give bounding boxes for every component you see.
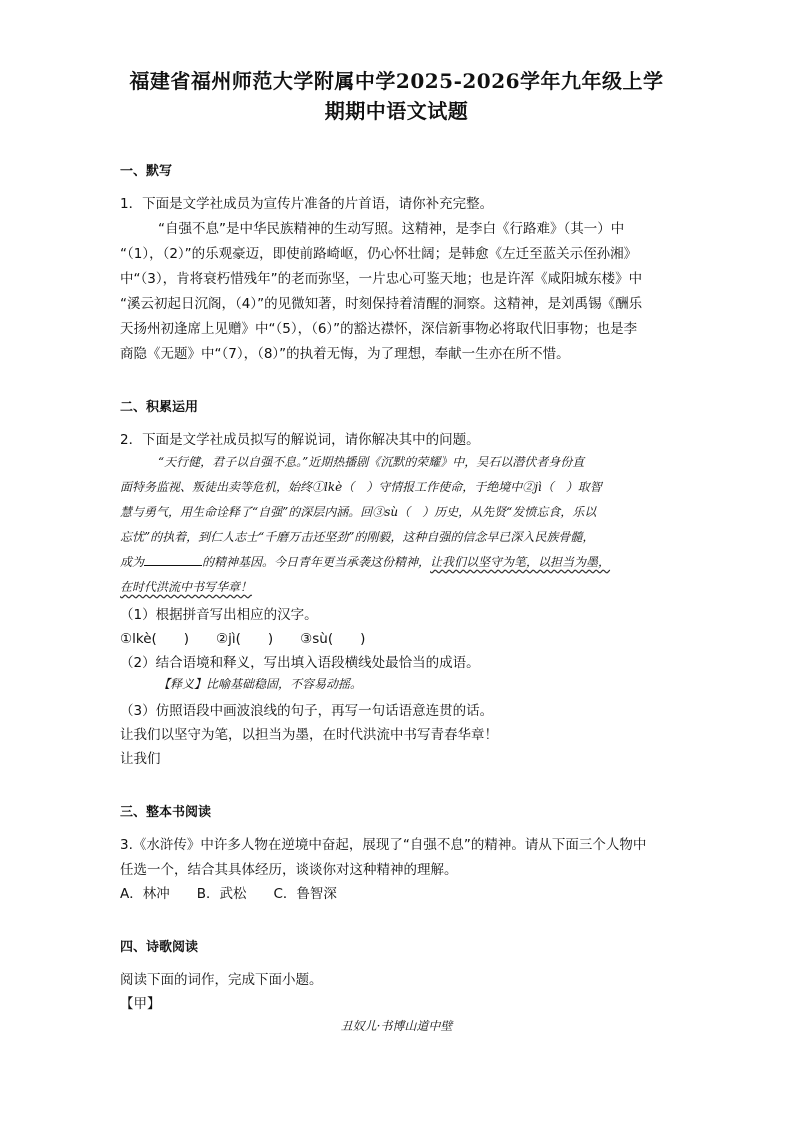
commentary-line [120, 553, 610, 570]
commentary-text: 成为 [120, 555, 145, 569]
question-3-line: 任选一个，结合其具体经历，谈谈你对这种精神的理解。 [120, 862, 458, 878]
title-line-2: 期期中语文试题 [324, 99, 469, 123]
title-line-1: 福建省福州师范大学附属中学2025-2026学年九年级上学 [129, 69, 664, 93]
question-2-prompt: 2．下面是文学社成员拟写的解说词，请你解决其中的问题。 [120, 432, 480, 448]
commentary-line: “天行健，君子以自强不息。”近期热播剧《沉默的荣耀》中，吴石以潜伏者身份直 [158, 455, 585, 469]
poem-label-jia: 【甲】 [120, 996, 161, 1012]
pinyin-answers: ①lkè( ) ②jì( ) ③sù( ) [120, 631, 366, 647]
poem-title: 丑奴儿·书博山道中壁 [340, 1019, 453, 1033]
definition-note: 【释义】比喻基础稳固，不容易动摇。 [158, 677, 363, 691]
section-1-heading: 一、默写 [120, 164, 173, 179]
q1-paragraph-line: 中“（3），肯将衰朽惜残年”的老而弥坚，一片忠心可鉴天地；也是许浑《咸阳城东楼》中 [120, 271, 643, 287]
sub-question-2: （2）结合语境和释义，写出填入语段横线处最恰当的成语。 [120, 655, 480, 671]
question-3-options: A．林冲 B．武松 C．鲁智深 [120, 886, 337, 902]
question-3-line: 3.《水浒传》中许多人物在逆境中奋起，展现了“自强不息”的精神。请从下面三个人物中 [120, 837, 647, 853]
section-2-heading: 二、积累运用 [120, 400, 199, 415]
q1-paragraph-line: “（1），（2）”的乐观豪迈，即使前路崎岖，仍心怀壮阔；是韩愈《左迁至蓝关示侄孙湘》 [120, 246, 638, 262]
q1-paragraph-line: “溪云初起日沉阁，（4）”的见微知著，时刻保持着清醒的洞察。这精神，是刘禹锡《酬乐 [120, 296, 643, 312]
question-1-prompt: 1．下面是文学社成员为宣传片准备的片首语，请你补充完整。 [120, 196, 494, 212]
commentary-text: 的精神基因。今日青年更当承袭这份精神， [202, 555, 431, 569]
idiom-blank[interactable] [144, 553, 202, 566]
commentary-line [120, 578, 252, 595]
section-4-heading: 四、诗歌阅读 [120, 940, 199, 955]
sub-question-1: （1）根据拼音写出相应的汉字。 [120, 607, 318, 623]
commentary-line: 面特务监视、叛徒出卖等危机，始终①lkè（ ）守情报工作使命，于绝境中②jì（ ）取智 [120, 480, 602, 494]
wavy-underlined-sentence: 在时代洪流中书写华章！ [120, 580, 253, 594]
q1-paragraph-line: 商隐《无题》中“（7），（8）”的执着无悔，为了理想，奉献一生亦在所不惜。 [120, 346, 570, 362]
commentary-line: 忘忧”的执着，到仁人志士“千磨万击还坚劲”的刚毅，这种自强的信念早已深入民族骨髓， [120, 530, 595, 544]
commentary-line: 慧与勇气，用生命诠释了“自强”的深层内涵。回③sù（ ）历史，从先贤“发愤忘食，乐以 [120, 505, 597, 519]
example-sentence: 让我们以坚守为笔，以担当为墨，在时代洪流中书写青春华章！ [120, 727, 498, 743]
q1-paragraph-line: “自强不息”是中华民族精神的生动写照。这精神，是李白《行路难》（其一）中 [158, 221, 625, 237]
answer-start: 让我们 [120, 751, 161, 767]
wavy-underlined-sentence: 让我们以坚守为笔，以担当为墨， [430, 555, 611, 569]
section-4-prompt: 阅读下面的词作，完成下面小题。 [120, 972, 323, 988]
section-3-heading: 三、整本书阅读 [120, 805, 212, 820]
sub-question-3: （3）仿照语段中画波浪线的句子，再写一句话语意连贯的话。 [120, 703, 494, 719]
document-title [100, 66, 693, 126]
q1-paragraph-line: 天扬州初逢席上见赠》中“（5），（6）”的豁达襟怀，深信新事物必将取代旧事物；也是李 [120, 321, 638, 337]
